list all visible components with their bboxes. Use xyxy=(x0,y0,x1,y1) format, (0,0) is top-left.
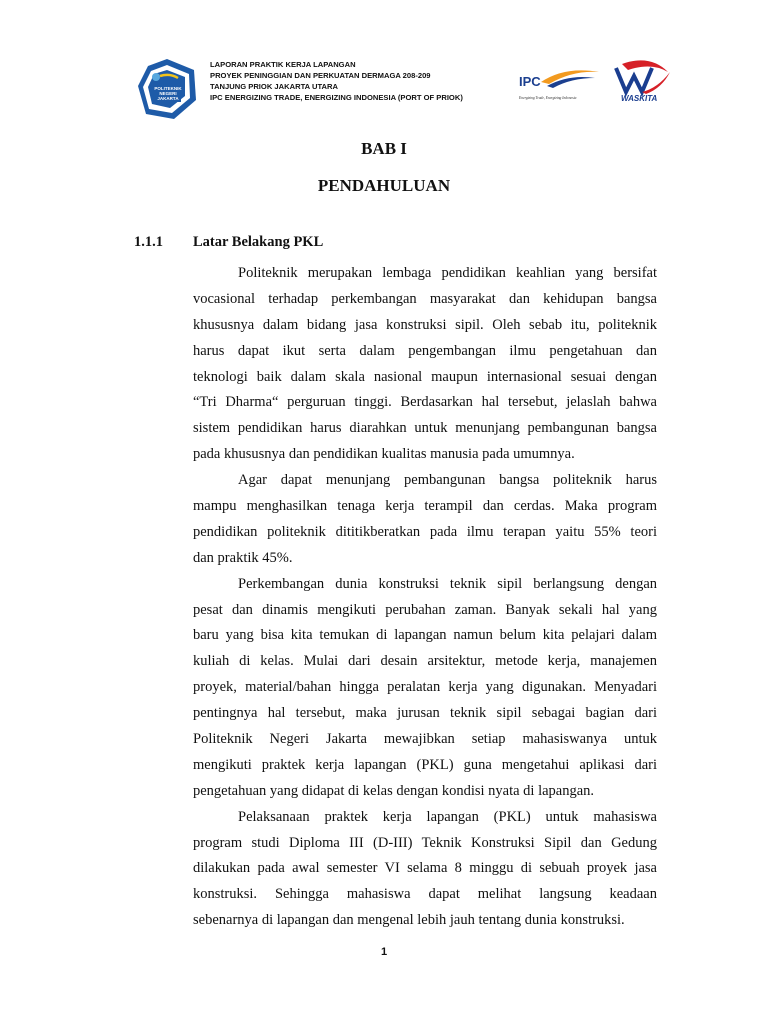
waskita-logo xyxy=(612,58,676,104)
body-line: proyek, material/bahan hingga peralatan kerja yang digunakan. Menyadari xyxy=(193,679,657,696)
pnj-logo-text-2: NEGERI xyxy=(159,91,177,96)
waskita-logo-text: WASKITA xyxy=(621,94,658,103)
body-line: pada khususnya dan pendidikan kualitas manusia pada umumnya. xyxy=(193,446,575,463)
body-line: dan praktik 45%. xyxy=(193,549,293,566)
page-number: 1 xyxy=(380,946,388,958)
body-line: “Tri Dharma“ perguruan tinggi. Berdasarkan hal tersebut, jelaslah bahwa xyxy=(193,394,657,411)
body-line: Politeknik merupakan lembaga pendidikan keahlian yang bersifat xyxy=(238,265,657,281)
body-line: dilakukan pada awal semester VI selama 8 minggu di sebuah proyek jasa xyxy=(193,860,657,877)
body-line: teknologi baik dalam skala nasional maupun internasional sesuai dengan xyxy=(193,368,657,385)
body-line: Perkembangan dunia konstruksi teknik sipil berlangsung dengan xyxy=(238,575,657,592)
body-line: khususnya dalam bidang jasa konstruksi sipil. Oleh sebab itu, politeknik xyxy=(193,316,657,333)
body-line: pentingnya hal tersebut, maka jurusan teknik sipil sebagai bagian dari xyxy=(193,705,657,722)
report-header xyxy=(210,59,510,103)
body-line: vocasional terhadap perkembangan masyarakat dan kehidupan bangsa xyxy=(193,290,657,307)
body-line: Pelaksanaan praktek kerja lapangan (PKL) untuk mahasiswa xyxy=(238,808,657,825)
body-line: sebenarnya di lapangan dan mengenal lebih jauh tentang dunia konstruksi. xyxy=(193,912,625,929)
body-line: pendidikan politeknik dititikberatkan pada ilmu terapan yaitu 55% teori xyxy=(193,523,657,540)
body-line: baru yang bisa kita temukan di lapangan namun belum kita pelajari dalam xyxy=(193,627,657,644)
body-line: pengetahuan yang didapat di kelas dengan kondisi nyata di lapangan. xyxy=(193,782,595,799)
ipc-tagline: Energizing Trade, Energizing Indonesia xyxy=(519,96,577,100)
body-line: kuliah di kelas. Mulai dari desain arsitektur, metode kerja, manajemen xyxy=(193,653,657,670)
body-line: mampu menghasilkan tenaga kerja terampil dan cerdas. Maka program xyxy=(193,498,657,515)
chapter-title: PENDAHULUAN xyxy=(317,176,451,195)
body-line: mengikuti praktek kerja lapangan (PKL) guna mengetahui aplikasi dari xyxy=(193,756,657,773)
pnj-logo xyxy=(134,56,200,122)
body-line: konstruksi. Sehingga mahasiswa dapat melihat langsung keadaan xyxy=(193,886,657,903)
ipc-logo xyxy=(517,62,607,104)
body-line: Agar dapat menunjang pembangunan bangsa politeknik harus xyxy=(238,472,657,489)
section-heading xyxy=(134,234,323,251)
header-line-3: TANJUNG PRIOK JAKARTA UTARA xyxy=(210,82,338,91)
pnj-logo-text-1: POLITEKNIK xyxy=(154,86,182,91)
body-line: Politeknik Negeri Jakarta mewajibkan setiap mahasiswanya untuk xyxy=(193,731,657,748)
header-line-2: PROYEK PENINGGIAN DAN PERKUATAN DERMAGA 208-209 xyxy=(210,71,431,80)
body-line: sistem pendidikan harus diarahkan untuk menunjang pembangunan bangsa xyxy=(193,420,657,437)
body-line: program studi Diploma III (D-III) Teknik Konstruksi Sipil dan Gedung xyxy=(193,834,657,851)
body-line: harus dapat ikut serta dalam pengembangan ilmu pengetahuan dan xyxy=(193,342,657,359)
ipc-logo-text: IPC xyxy=(519,74,541,89)
section-number: 1.1.1 xyxy=(134,234,163,250)
section-title: Latar Belakang PKL xyxy=(193,234,324,250)
header-line-1: LAPORAN PRAKTIK KERJA LAPANGAN xyxy=(210,60,356,69)
header-line-4: IPC ENERGIZING TRADE, ENERGIZING INDONESIA (PORT OF PRIOK) xyxy=(210,93,463,102)
body-line: pesat dan dinamis mengikuti perubahan zaman. Banyak sekali hal yang xyxy=(193,601,657,618)
chapter-number: BAB I xyxy=(361,139,407,158)
body-text xyxy=(193,261,657,934)
pnj-logo-text-3: JAKARTA xyxy=(157,96,179,101)
